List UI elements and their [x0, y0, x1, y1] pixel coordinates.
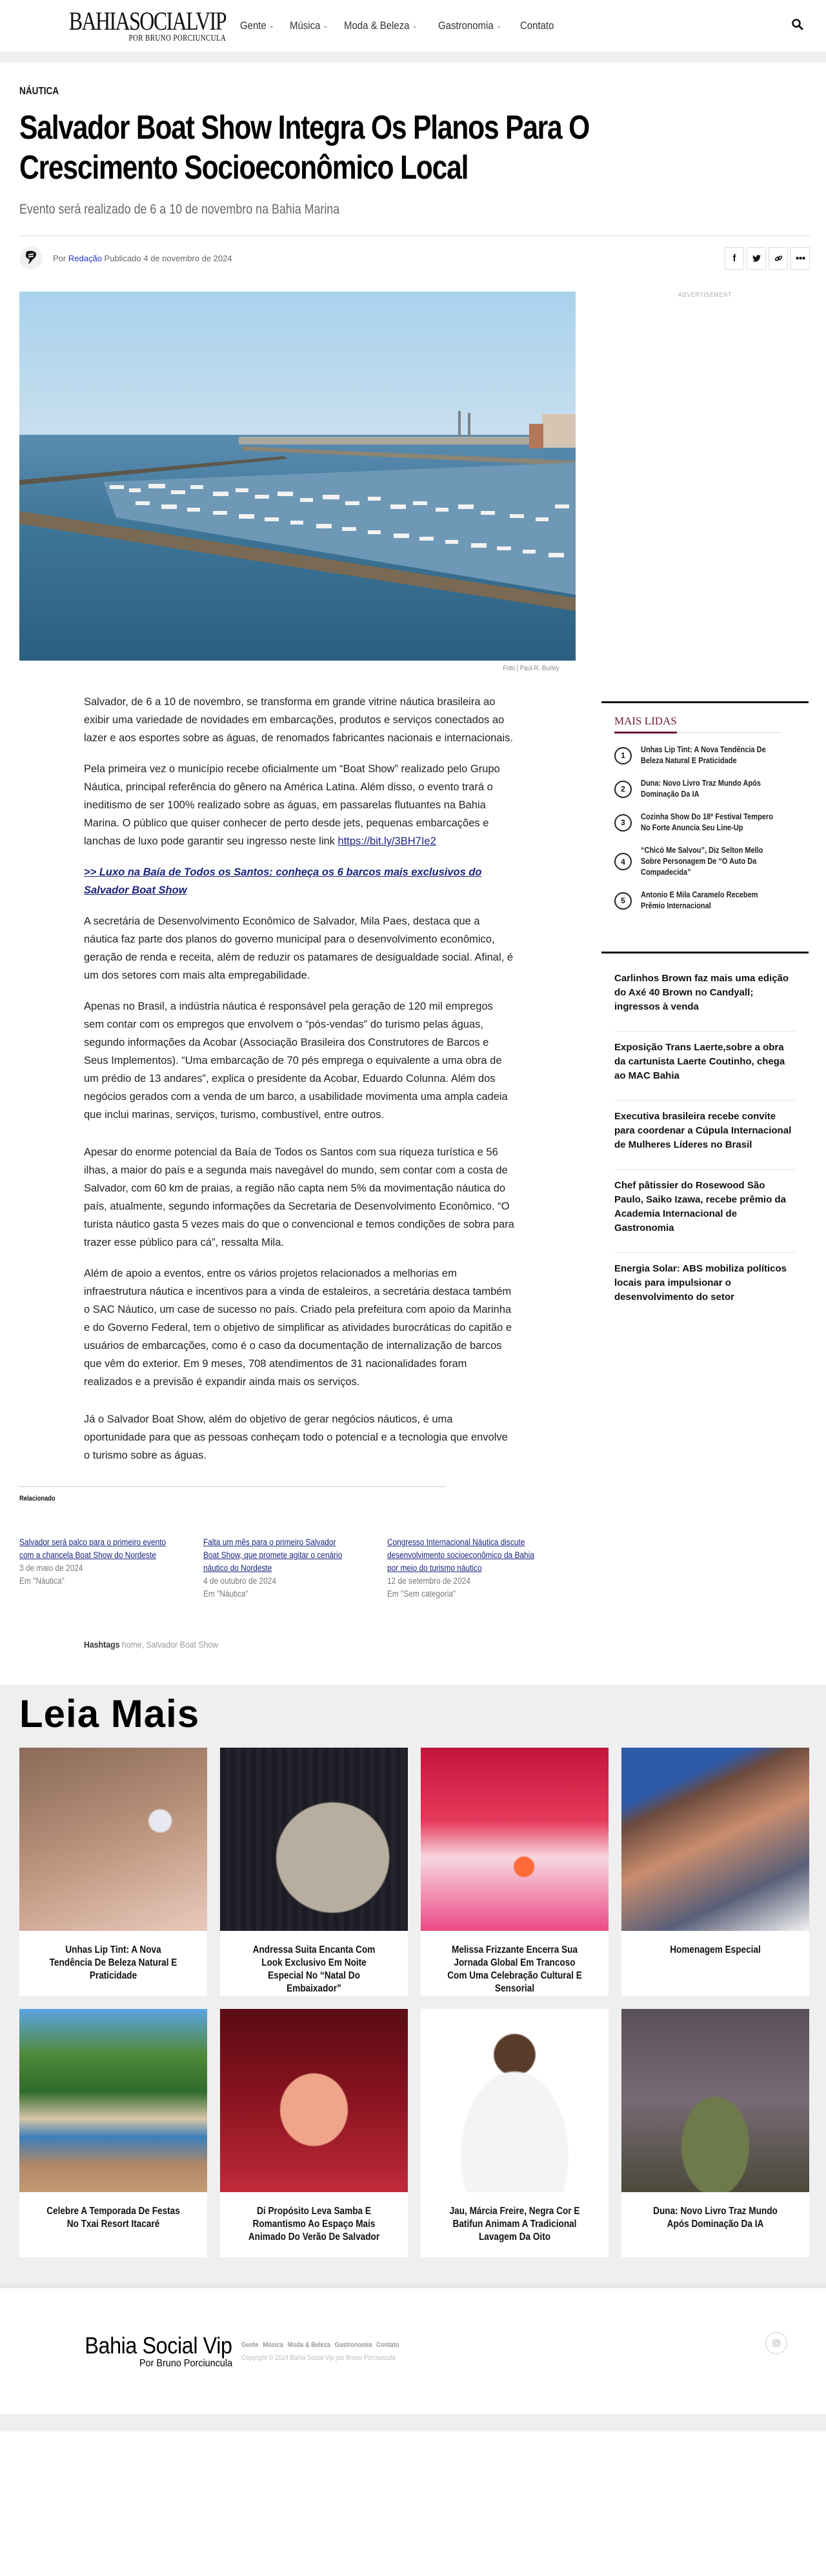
- concert-stage-photo: [220, 2009, 408, 2192]
- footer-band: [0, 2283, 826, 2288]
- related-category: Em "Náutica": [203, 1589, 248, 1599]
- hashtags-label: Hashtags: [84, 1639, 120, 1650]
- read-more-section: [0, 1684, 826, 2283]
- instagram-button[interactable]: [765, 2332, 787, 2354]
- read-more-card[interactable]: [220, 2009, 408, 2257]
- related-category: Em "Sem categoria": [387, 1589, 456, 1599]
- related-label: Relacionado: [19, 1495, 55, 1503]
- footer-link-contato[interactable]: Contato: [376, 2341, 399, 2349]
- card-title: Duna: Novo Livro Traz Mundo Após Dominação Da IA: [653, 2206, 778, 2230]
- rank-badge: 3: [614, 814, 632, 832]
- main-nav: [240, 19, 570, 32]
- article-subtitle: Evento será realizado de 6 a 10 de novembro na Bahia Marina: [19, 202, 340, 217]
- resort-pool-photo: [19, 2009, 207, 2192]
- most-read-title-link[interactable]: Duna: Novo Livro Traz Mundo Após Dominação Da IA: [641, 779, 761, 799]
- nav-label: Gente: [240, 19, 267, 32]
- photo-credit: Foto | Paul-R.-Burley: [503, 664, 559, 672]
- share-twitter-button[interactable]: [747, 247, 766, 270]
- facebook-icon: f: [732, 252, 736, 264]
- most-read-title-link[interactable]: Cozinha Show Do 18º Festival Tempero No Forte Anuncia Seu Line-Up: [641, 812, 773, 832]
- read-more-card[interactable]: [19, 2009, 207, 2257]
- pink-installation-photo: [421, 1748, 609, 1931]
- sidebar-news-item[interactable]: Energia Solar: ABS mobiliza políticos locais para impulsionar o desenvolvimento do setor: [614, 1263, 787, 1303]
- site-header: [0, 0, 826, 52]
- nav-item-moda-beleza[interactable]: [344, 19, 417, 32]
- hand-ring-photo: [19, 1748, 207, 1931]
- nav-label: Gastronomia: [438, 19, 494, 32]
- nav-item-gente[interactable]: [240, 19, 274, 32]
- card-title: Di Propósito Leva Samba E Romantismo Ao Espaço Mais Animado Do Verão De Salvador: [248, 2206, 380, 2242]
- search-icon: [791, 18, 804, 31]
- rank-badge: 4: [614, 853, 632, 870]
- card-title: Celebre A Temporada De Festas No Txai Resort Itacaré: [46, 2206, 180, 2230]
- article-body: [84, 693, 515, 1464]
- paragraph: [84, 863, 515, 899]
- footer-link-musica[interactable]: Música: [263, 2341, 284, 2349]
- related-date: 4 de outubro de 2024: [203, 1576, 276, 1586]
- paragraph: Além de apoio a eventos, entre os vários projetos relacionados a melhorias em infraestrutura náutica e incentivos para a vinda de estaleiros, a secretária destaca também o SAC Náutico, um case de sucesso no país. Criado pela prefeitura com apoio da Marinha e do Governo Federal, tem o objetivo de simplificar as atividades burocráticas do capitão e usuários de embarcações, como é o caso da documentação de internalização de barcos que vêm do exterior. Em 9 meses, 708 atendimentos de 31 nacionalidades foram realizados e a previsão é expandir ainda mais os serviços.: [84, 1268, 512, 1388]
- sequin-dress-photo: [220, 1748, 408, 1931]
- chevron-down-icon: ⌄: [496, 22, 501, 30]
- ticket-link[interactable]: https://bit.ly/3BH7Ie2: [337, 835, 436, 847]
- sidebar-news-item[interactable]: Executiva brasileira recebe convite para coordenar a Cúpula Internacional de Mulheres Líderes no Brasil: [614, 1101, 796, 1170]
- hashtag-links[interactable]: home, Salvador Boat Show: [121, 1639, 219, 1650]
- instagram-icon: [772, 2339, 780, 2347]
- group-artists-photo: [421, 2009, 609, 2192]
- paragraph: A secretária de Desenvolvimento Econômico de Salvador, Mila Paes, destaca que a náutica faz parte dos planos do governo municipal para o desenvolvimento econômico, geração de renda e receita, além de reduzir os patamares de desigualdade social. Afinal, é um dos setores com mais alta empregabilidade.: [84, 915, 513, 981]
- avatar[interactable]: [19, 246, 43, 270]
- most-read-title-link[interactable]: Unhas Lip Tint: A Nova Tendência De Beleza Natural E Praticidade: [641, 745, 766, 765]
- related-posts: [0, 1486, 826, 1651]
- book-cover-photo: [621, 2009, 809, 2192]
- nav-label: Moda & Beleza: [343, 19, 410, 32]
- hero-image-marina: [19, 292, 576, 661]
- most-read-item[interactable]: [614, 812, 796, 834]
- sidebar-news-item[interactable]: Carlinhos Brown faz mais uma edição do Axé 40 Brown no Candyall; ingressos à venda: [614, 963, 796, 1032]
- most-read-title-link[interactable]: Antonio E Mila Caramelo Recebem Prêmio Internacional: [641, 890, 758, 910]
- related-article-link[interactable]: >> Luxo na Baía de Todos os Santos: conheça os 6 barcos mais exclusivos do Salvador Boat Show: [84, 866, 482, 896]
- logo-sub-text: POR BRUNO PORCIUNCULA: [128, 34, 226, 43]
- related-title-link[interactable]: Congresso Internacional Náutica discute desenvolvimento socioeconômico da Bahia por meio do turismo náutico: [387, 1537, 534, 1573]
- related-card: [203, 1536, 351, 1601]
- link-icon: [774, 254, 783, 263]
- most-read-widget: [601, 701, 809, 954]
- related-title-link[interactable]: Falta um mês para o primeiro Salvador Boat Show, que promete agitar o cenário náutico do Nordeste: [203, 1537, 343, 1573]
- share-facebook-button[interactable]: [725, 247, 744, 270]
- sidebar: [601, 292, 809, 1477]
- sidebar-news-list: [601, 963, 809, 1321]
- read-more-card[interactable]: [421, 2009, 609, 2257]
- most-read-item[interactable]: [614, 845, 796, 878]
- related-date: 3 de maio de 2024: [19, 1563, 83, 1573]
- article-meta: [19, 236, 810, 280]
- nav-item-musica[interactable]: [290, 19, 328, 32]
- most-read-title-link[interactable]: “Chicó Me Salvou”, Diz Selton Mello Sobre Personagem De “O Auto Da Compadecida”: [641, 846, 763, 877]
- related-date: 12 de setembro de 2024: [387, 1576, 470, 1586]
- nav-item-gastronomia[interactable]: [438, 19, 501, 32]
- byline: [53, 254, 232, 263]
- paragraph: Salvador, de 6 a 10 de novembro, se transforma em grande vitrine náutica brasileira ao exibir uma variedade de novidades em embarcações, produtos e serviços conectados ao lazer e aos esportes sobre as águas, de renomados fabricantes nacionais e internacionais.: [84, 696, 513, 744]
- nav-label: Música: [289, 19, 321, 32]
- related-card: [387, 1536, 535, 1601]
- most-read-item[interactable]: [614, 778, 796, 800]
- paragraph: [84, 760, 515, 850]
- footer-logo-main: Bahia Social Vip: [85, 2331, 232, 2359]
- sidebar-news-item[interactable]: Chef pâtissier do Rosewood São Paulo, Saiko Izawa, recebe prêmio da Academia Internacional de Gastronomia: [614, 1170, 796, 1253]
- card-title: Melissa Frizzante Encerra Sua Jornada Global Em Trancoso Com Uma Celebração Cultural E Sensorial: [447, 1944, 582, 1994]
- chevron-down-icon: ⌄: [412, 22, 418, 30]
- divider: [19, 1486, 445, 1487]
- site-logo[interactable]: [22, 8, 226, 43]
- site-footer: [0, 2288, 826, 2414]
- search-button[interactable]: [791, 18, 805, 32]
- share-more-button[interactable]: [791, 247, 810, 270]
- card-title: Unhas Lip Tint: A Nova Tendência De Beleza Natural E Praticidade: [49, 1944, 177, 1981]
- hashtags: [84, 1639, 218, 1650]
- marina-photo: [19, 292, 576, 661]
- footer-logo[interactable]: [45, 2333, 232, 2370]
- rank-badge: 2: [614, 781, 632, 798]
- chat-bubble-icon: [25, 250, 37, 266]
- article-main: [19, 292, 576, 1477]
- related-category: Em "Náutica": [19, 1576, 65, 1586]
- card-title: Andressa Suita Encanta Com Look Exclusivo Em Noite Especial No “Natal Do Embaixador”: [252, 1944, 376, 1994]
- nav-item-contato[interactable]: [520, 19, 554, 32]
- rank-badge: 1: [614, 747, 632, 764]
- most-read-title: MAIS LIDAS: [614, 715, 677, 734]
- read-more-card[interactable]: [220, 1748, 408, 1996]
- most-read-item[interactable]: [614, 890, 796, 912]
- footer-nav: [241, 2341, 399, 2349]
- category-link[interactable]: NÁUTICA: [19, 86, 59, 97]
- nav-label: Contato: [520, 19, 554, 32]
- paragraph: Apesar do enorme potencial da Baía de Todos os Santos com sua riqueza turística e 56 ilhas, a maior do país e a segunda mais navegável do mundo, sem contar com a costa de Salvador, com 60 km de praias, a região não capta nem 5% da movimentação náutica do país, atualmente, segundo informações da Secretaria de Desenvolvimento Econômico. “O turista náutico gasta 5 vezes mais do que o convencional e temos condições de sobra para trazer esse público para cá”, ressalta Mila.: [84, 1146, 514, 1248]
- author-link[interactable]: Redação: [68, 253, 102, 263]
- chevron-down-icon: ⌄: [323, 22, 328, 30]
- more-icon: ●●●: [795, 254, 805, 262]
- footer-link-gente[interactable]: Gente: [241, 2341, 259, 2349]
- content-layout: [0, 292, 826, 1477]
- read-more-card[interactable]: [621, 1748, 809, 1996]
- chevron-down-icon: ⌄: [269, 22, 274, 30]
- article-header: [0, 63, 826, 280]
- copyright: Copyright © 2024 Bahia Social Vip por Bruno Porciuncula: [241, 2353, 396, 2362]
- share-buttons: [725, 247, 810, 270]
- twitter-icon: [752, 255, 761, 262]
- read-more-card[interactable]: [421, 1748, 609, 1996]
- footer-link-gastronomia[interactable]: Gastronomia: [334, 2341, 372, 2349]
- women-books-photo: [621, 1748, 809, 1931]
- published-label: Publicado: [104, 253, 141, 263]
- paragraph: Apenas no Brasil, a indústria náutica é responsável pela geração de 120 mil empregos sem contar com os empregos que envolvem o “pós-vendas” do turismo pelas águas, segundo informações da Acobar (Associação Brasileira dos Construtores de Barcos e Seus Implementos). “Uma embarcação de 70 pés emprega o equivalente a uma obra de um prédio de 13 andares”, explica o presidente da Acobar, Eduardo Colunna. Além dos negócios gerados com a venda de um barco, a usabilidade movimenta uma ampla cadeia que inclui marinas, serviços, turismo, combustível, entre outros.: [84, 1001, 508, 1121]
- card-title: Jau, Márcia Freire, Negra Cor E Batifun Animam A Tradicional Lavagem Da Oito: [449, 2206, 580, 2242]
- sidebar-news-item[interactable]: Exposição Trans Laerte,sobre a obra da cartunista Laerte Coutinho, chega ao MAC Bahia: [614, 1032, 796, 1101]
- read-more-card[interactable]: [621, 2009, 809, 2257]
- share-link-button[interactable]: [769, 247, 788, 270]
- bottom-band: [0, 2414, 826, 2431]
- footer-link-moda-beleza[interactable]: Moda & Beleza: [287, 2341, 330, 2349]
- read-more-title: Leia Mais: [19, 1692, 200, 1735]
- related-card: [19, 1536, 167, 1601]
- card-title: Homenagem Especial: [670, 1944, 761, 1955]
- paragraph: Já o Salvador Boat Show, além do objetivo de gerar negócios náuticos, é uma oportunidade para que as pessoas conheçam todo o potencial e a tecnologia que envolve o turismo sobre as águas.: [84, 1413, 508, 1461]
- footer-logo-sub: Por Bruno Porciuncula: [139, 2357, 232, 2369]
- paragraph-text: Pela primeira vez o município recebe oficialmente um “Boat Show” realizado pelo Grupo Náutica, principal referência do gênero na América Latina. Além disso, o evento trará o ineditismo de ser 100% realizado sobre as águas, em passarelas flutuantes na Bahia Marina. O público que quiser conhecer de perto desde jets, pequenas embarcações e lanchas de luxo pode garantir seu ingresso neste link: [84, 763, 500, 847]
- header-band: [0, 52, 826, 63]
- publish-date: 4 de novembro de 2024: [143, 253, 232, 263]
- rank-badge: 5: [614, 892, 632, 910]
- by-label: Por: [53, 253, 66, 263]
- most-read-item[interactable]: [614, 744, 796, 766]
- related-title-link[interactable]: Salvador será palco para o primeiro evento com a chancela Boat Show do Nordeste: [19, 1537, 166, 1560]
- read-more-card[interactable]: [19, 1748, 207, 1996]
- advertisement-label: ADVERTISEMENT: [678, 292, 732, 299]
- page-title: Salvador Boat Show Integra Os Planos Para O Crescimento Socioeconômico Local: [19, 109, 590, 186]
- logo-main-text: BAHIASOCIALVIP: [68, 6, 226, 35]
